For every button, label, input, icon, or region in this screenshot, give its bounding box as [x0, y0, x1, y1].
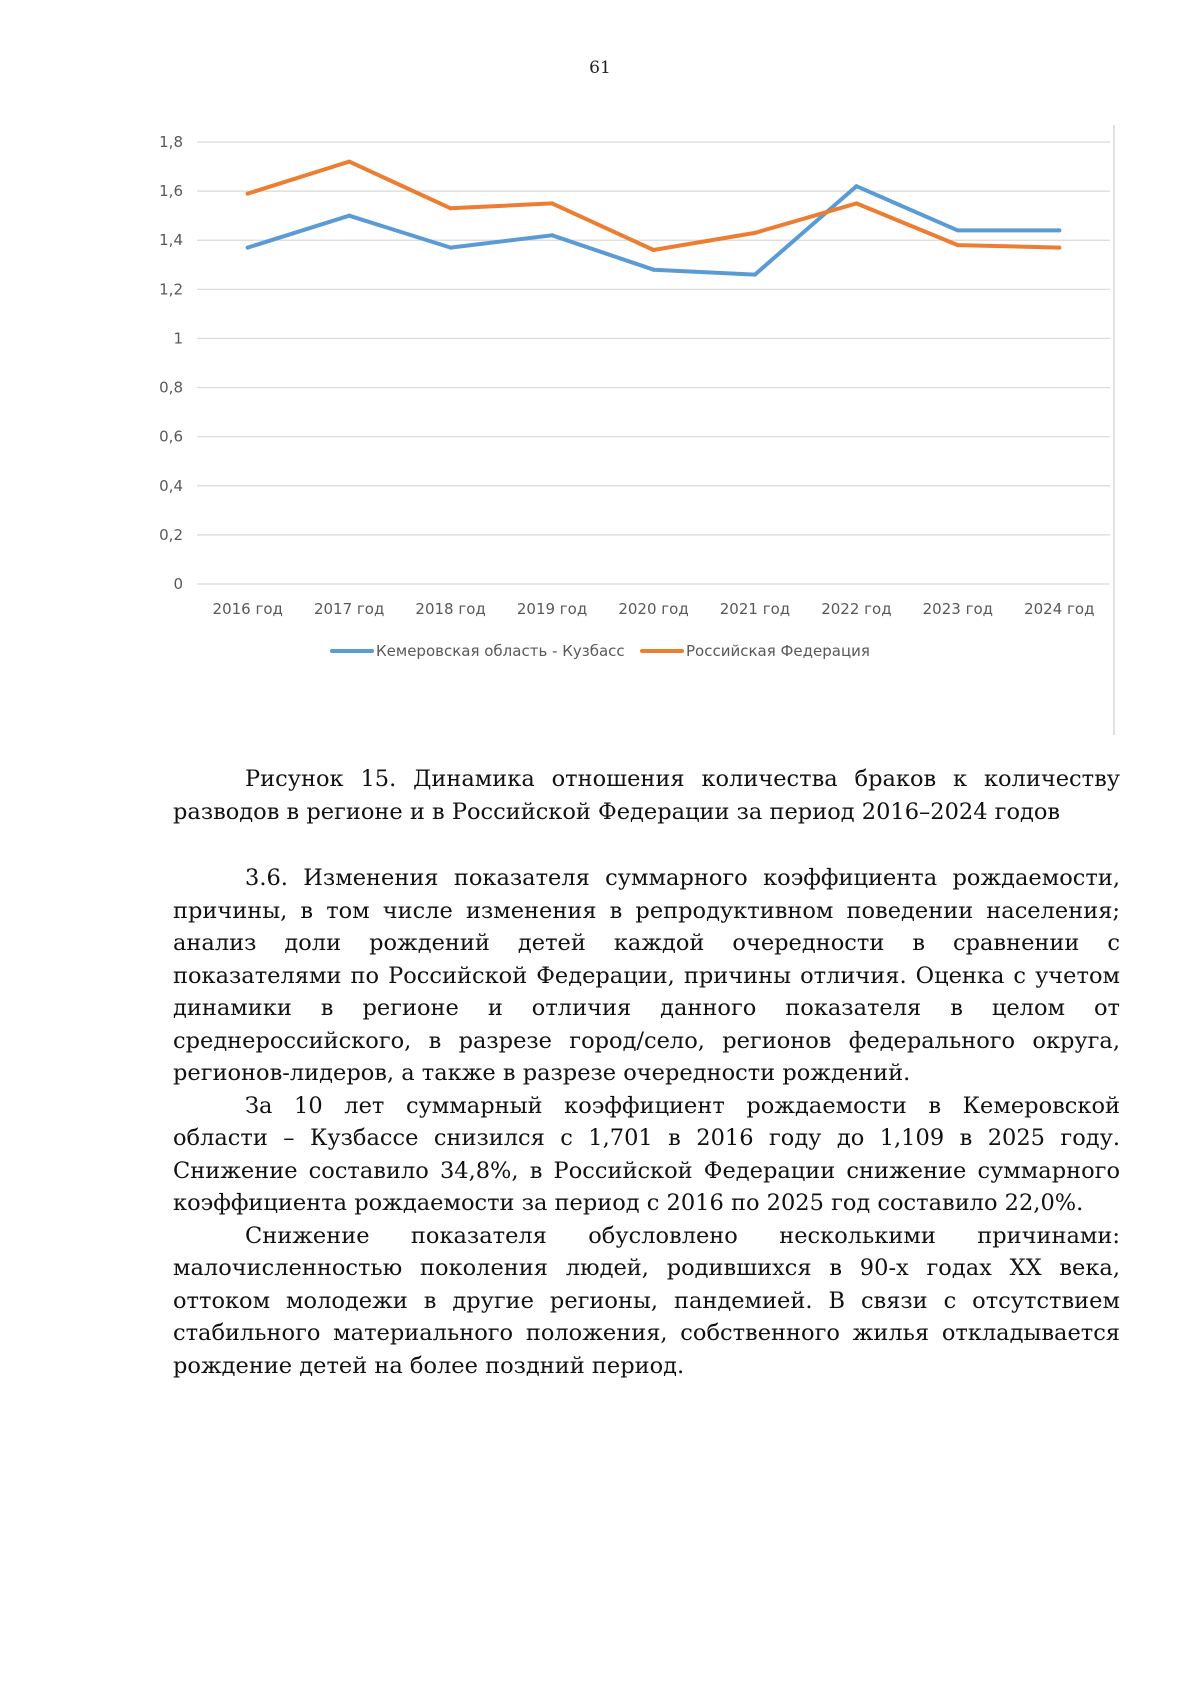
- x-tick-label: 2021 год: [719, 600, 791, 618]
- data-point: [956, 228, 960, 232]
- x-tick-label: 2023 год: [922, 600, 994, 618]
- line-chart: [145, 125, 1125, 735]
- x-tick-label: 2017 год: [313, 600, 385, 618]
- data-point: [347, 214, 351, 218]
- y-tick-label: 0: [173, 575, 183, 593]
- data-point: [550, 201, 554, 205]
- y-tick-label: 1,8: [159, 133, 183, 151]
- legend-label-0: Кемеровская область - Кузбасс: [376, 642, 625, 660]
- data-point: [854, 201, 858, 205]
- legend-label-1: Российская Федерация: [686, 642, 870, 660]
- page-number: 61: [589, 58, 611, 78]
- data-point: [246, 246, 250, 250]
- data-point: [753, 273, 757, 277]
- y-tick-label: 1,6: [159, 182, 183, 201]
- data-point: [652, 268, 656, 272]
- data-point: [347, 160, 351, 164]
- y-tick-label: 1,4: [159, 231, 183, 250]
- x-tick-label: 2024 год: [1024, 600, 1095, 618]
- x-tick-label: 2022 год: [821, 600, 892, 618]
- figure-caption: Рисунок 15. Динамика отношения количества браков к количеству разводов в регионе и в Российской Федерации за период 2016–2024 годов: [173, 766, 1120, 825]
- x-tick-label: 2018 год: [415, 600, 486, 618]
- y-tick-label: 1,2: [159, 280, 183, 299]
- x-tick-label: 2016 год: [212, 600, 283, 618]
- y-tick-label: 0,4: [159, 476, 183, 495]
- data-point: [550, 233, 554, 237]
- y-tick-label: 0,6: [159, 427, 183, 446]
- body-text: [173, 862, 1120, 1382]
- data-point: [449, 246, 453, 250]
- y-tick-label: 0,8: [159, 378, 183, 397]
- data-point: [1057, 246, 1061, 250]
- paragraph-fertility-decline: За 10 лет суммарный коэффициент рождаемости в Кемеровской области – Кузбассе снизился с 1,701 в 2016 году до 1,109 в 2025 году. Снижение составило 34,8%, в Российской Федерации снижение суммарного коэффициента рождаемости за период с 2016 по 2025 год составило 22,0%.: [173, 1092, 1120, 1216]
- y-tick-label: 1: [173, 329, 183, 348]
- data-point: [652, 248, 656, 252]
- paragraph-section-3-6: 3.6. Изменения показателя суммарного коэффициента рождаемости, причины, в том числе изменения в репродуктивном поведении населения; анализ доли рождений детей каждой очередности в сравнении с показателями по Российской Федерации, причины отличия. Оценка с учетом динамики в регионе и отличия данного показателя в целом от среднероссийского, в разрезе город/село, регионов федерального округа, регионов-лидеров, а также в разрезе очередности рождений.: [173, 865, 1120, 1086]
- data-point: [753, 231, 757, 235]
- data-point: [449, 206, 453, 210]
- x-tick-label: 2020 год: [618, 600, 689, 618]
- y-tick-label: 0,2: [159, 525, 183, 544]
- series-line-1: [248, 162, 1060, 250]
- series-line-0: [248, 186, 1060, 274]
- data-point: [854, 184, 858, 188]
- paragraph-decline-reasons: Снижение показателя обусловлено несколькими причинами: малочисленностью поколения людей, родившихся в 90-х годах XX века, оттоком молодежи в другие регионы, пандемией. В связи с отсутствием стабильного материального положения, собственного жилья откладывается рождение детей на более поздний период.: [173, 1222, 1120, 1379]
- line-chart-svg: [145, 125, 1125, 735]
- data-point: [956, 243, 960, 247]
- data-point: [1057, 228, 1061, 232]
- data-point: [246, 192, 250, 196]
- x-tick-label: 2019 год: [516, 600, 588, 618]
